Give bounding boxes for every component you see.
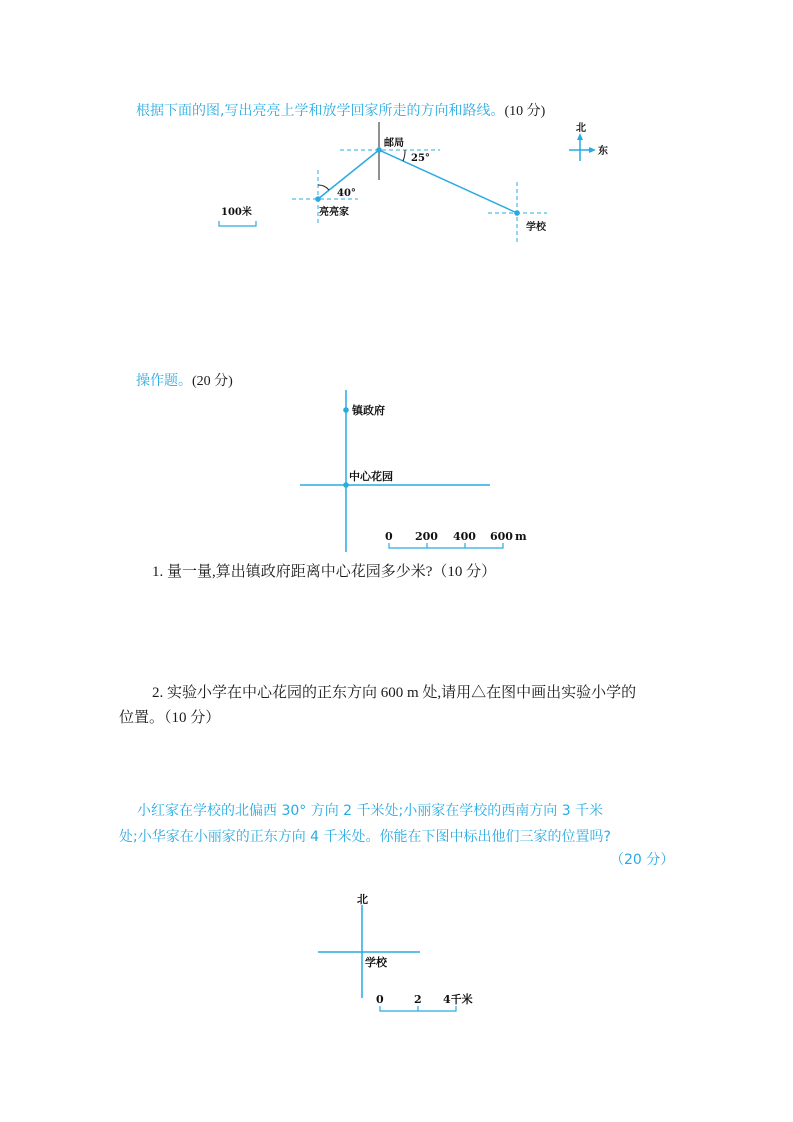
angle-label-post-office: 25° bbox=[411, 153, 430, 164]
q2-scale-unit: m bbox=[515, 530, 527, 543]
q1-title: 根据下面的图,写出亮亮上学和放学回家所走的方向和路线。 bbox=[136, 103, 505, 119]
compass-east-label: 东 bbox=[598, 146, 608, 157]
q2-scale-tick-600: 600 bbox=[490, 530, 513, 543]
q1-scale-label: 100米 bbox=[221, 207, 252, 218]
school-point bbox=[514, 210, 520, 216]
q1-scale-bar bbox=[219, 221, 256, 226]
post-office-label: 邮局 bbox=[384, 138, 404, 149]
q1-score: (10 分) bbox=[504, 104, 546, 119]
angle-label-home: 40° bbox=[337, 188, 356, 199]
q3-scale-tick-4km: 4千米 bbox=[443, 993, 473, 1006]
q2-scale-tick-200: 200 bbox=[415, 530, 438, 543]
angle-arc-post-office bbox=[403, 150, 405, 161]
town-hall-point bbox=[343, 407, 349, 413]
q3-scale-tick-0: 0 bbox=[376, 993, 384, 1006]
q3-scale-tick-2: 2 bbox=[414, 993, 422, 1006]
garden-point bbox=[343, 482, 349, 488]
q2-sub1: 1. 量一量,算出镇政府距离中心花园多少米?（10 分） bbox=[152, 564, 497, 580]
q2-scale-tick-0: 0 bbox=[385, 530, 393, 543]
q3-line1: 小红家在学校的北偏西 30° 方向 2 千米处;小丽家在学校的西南方向 3 千米 bbox=[137, 803, 604, 819]
post-office-point bbox=[376, 147, 382, 153]
q2-map-diagram bbox=[0, 380, 793, 560]
route-post-office-to-school bbox=[379, 150, 517, 213]
angle-arc-home bbox=[318, 185, 329, 190]
compass-north-arrowhead bbox=[577, 133, 583, 140]
q2-title: 操作题。 bbox=[136, 373, 192, 389]
q3-score: （20 分） bbox=[610, 852, 675, 868]
q2-sub2-line2: 位置。（10 分） bbox=[119, 710, 221, 726]
q3-school-label: 学校 bbox=[365, 956, 387, 969]
school-label: 学校 bbox=[526, 222, 546, 233]
compass-east-arrowhead bbox=[589, 147, 596, 153]
compass-north-label: 北 bbox=[576, 123, 586, 134]
q2-sub2-line1: 2. 实验小学在中心花园的正东方向 600 m 处,请用△在图中画出实验小学的 bbox=[152, 685, 637, 701]
home-point bbox=[315, 196, 321, 202]
q1-route-diagram bbox=[0, 0, 793, 300]
q3-north-label: 北 bbox=[357, 893, 368, 906]
q3-line2: 处;小华家在小丽家的正东方向 4 千米处。你能在下图中标出他们三家的位置吗? bbox=[119, 829, 611, 845]
q2-score: (20 分) bbox=[192, 374, 233, 389]
q3-scale-bar bbox=[380, 1006, 456, 1011]
garden-label: 中心花园 bbox=[349, 470, 393, 483]
q3-school-diagram bbox=[0, 880, 793, 1020]
q2-scale-bar bbox=[389, 543, 503, 548]
q2-scale-tick-400: 400 bbox=[453, 530, 476, 543]
town-hall-label: 镇政府 bbox=[352, 404, 385, 417]
home-label: 亮亮家 bbox=[319, 207, 349, 218]
